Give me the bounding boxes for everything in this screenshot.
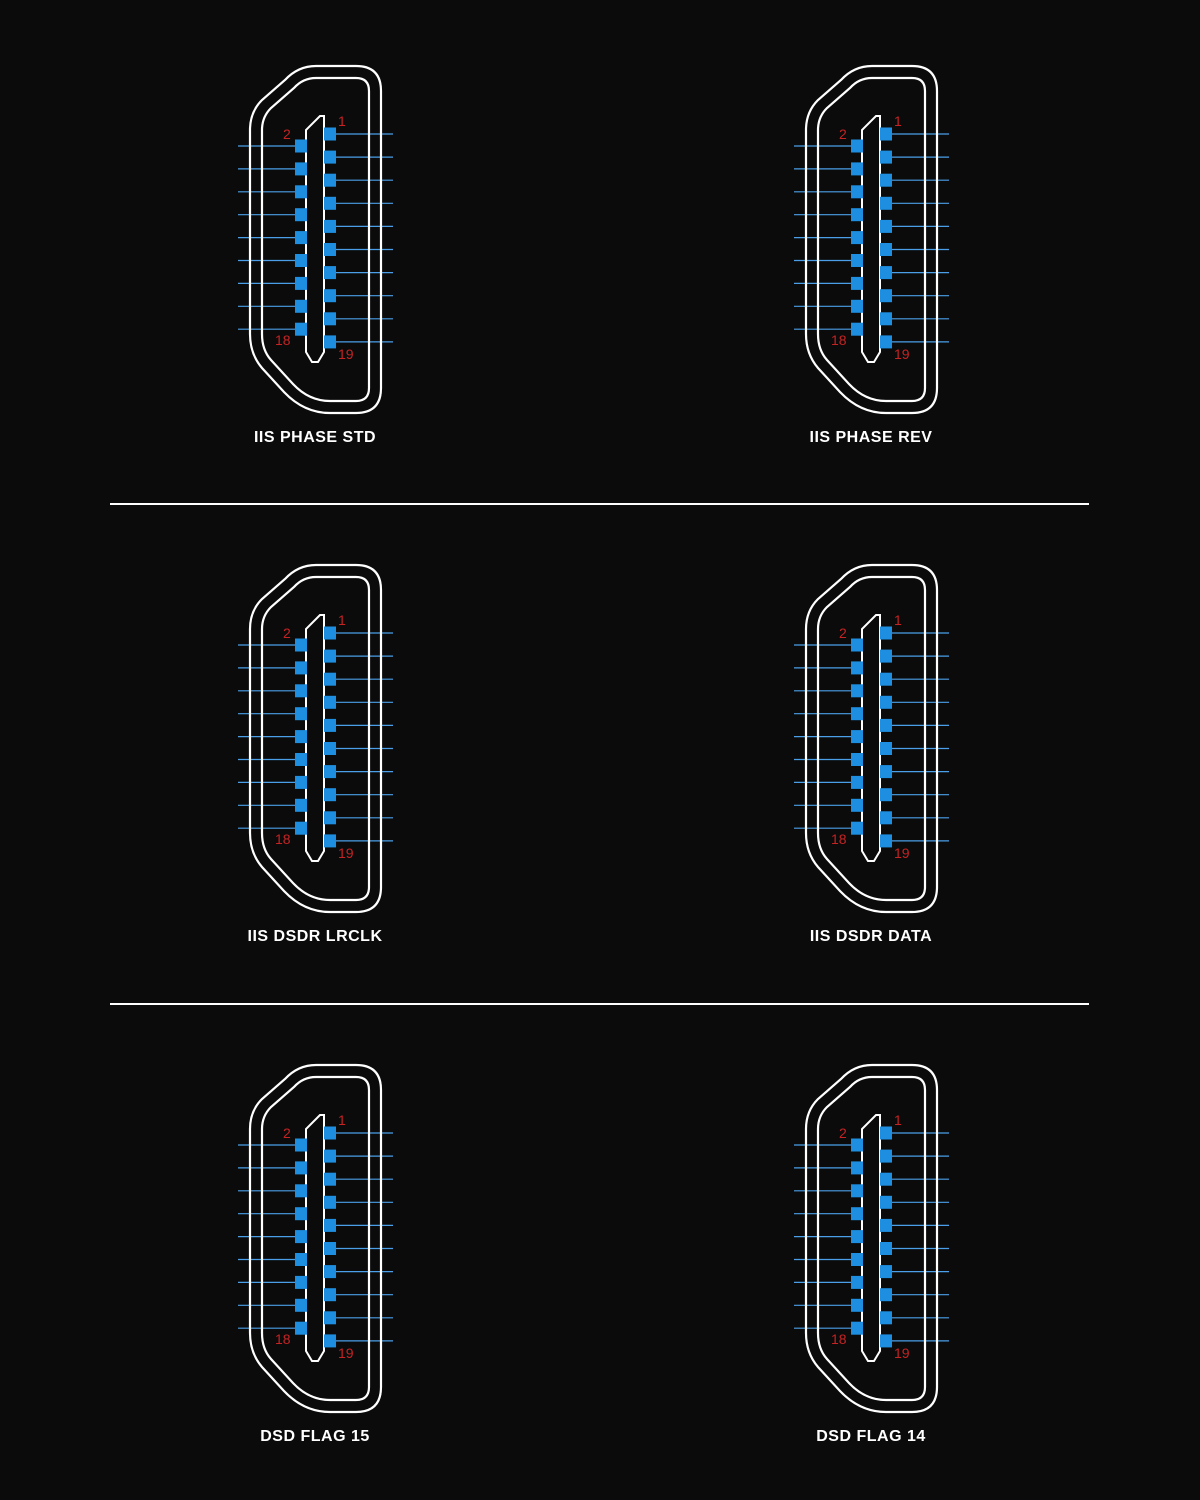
pin-odd [880,696,892,709]
pin-number-1: 1 [338,612,346,628]
pin-odd [324,1127,336,1140]
pin-odd [880,312,892,325]
pin-even [851,300,863,313]
pin-odd [880,811,892,824]
pin-even [851,1161,863,1174]
pin-even [295,661,307,674]
pin-odd [324,765,336,778]
pin-odd [880,650,892,663]
pin-even [851,753,863,766]
pin-number-19: 19 [338,845,354,861]
pin-even [295,730,307,743]
pin-number-2: 2 [283,1125,291,1141]
pin-number-19: 19 [338,346,354,362]
pin-odd [324,673,336,686]
pin-even [851,208,863,221]
pin-number-1: 1 [894,612,902,628]
pin-odd [324,266,336,279]
pin-odd [880,1311,892,1324]
pin-even [295,277,307,290]
pin-even [851,277,863,290]
pin-odd [880,1288,892,1301]
pin-even [295,1322,307,1335]
pin-odd [324,1219,336,1232]
pin-odd [324,335,336,348]
pin-odd [880,627,892,640]
pin-even [295,639,307,652]
pin-even [851,231,863,244]
pin-even [851,1207,863,1220]
pin-even [851,684,863,697]
pin-odd [880,1196,892,1209]
pin-number-19: 19 [894,845,910,861]
pin-odd [880,765,892,778]
pin-number-2: 2 [283,126,291,142]
pin-even [851,1322,863,1335]
pin-odd [324,811,336,824]
pin-number-2: 2 [839,1125,847,1141]
pin-odd [324,834,336,847]
pin-odd [880,243,892,256]
pin-odd [880,719,892,732]
pin-number-1: 1 [894,113,902,129]
pin-odd [324,220,336,233]
pin-odd [324,128,336,141]
pin-even [851,1253,863,1266]
pin-odd [324,650,336,663]
pin-odd [880,1242,892,1255]
pin-even [295,707,307,720]
pin-odd [324,312,336,325]
pin-odd [324,1265,336,1278]
pin-even [295,300,307,313]
pin-odd [880,742,892,755]
pin-number-19: 19 [894,1345,910,1361]
pin-number-18: 18 [275,1331,291,1347]
pin-even [851,799,863,812]
pin-even [295,1299,307,1312]
pin-odd [880,289,892,302]
pin-even [295,799,307,812]
pin-even [295,1207,307,1220]
pin-number-18: 18 [831,1331,847,1347]
pin-even [295,822,307,835]
pin-odd [324,243,336,256]
pin-even [851,162,863,175]
pin-number-1: 1 [338,113,346,129]
pin-even [295,684,307,697]
pin-odd [324,1334,336,1347]
pin-even [851,323,863,336]
pin-even [851,1230,863,1243]
pin-even [295,1139,307,1152]
pin-even [295,776,307,789]
pin-odd [324,151,336,164]
pin-odd [324,1242,336,1255]
pin-number-2: 2 [839,126,847,142]
pin-number-19: 19 [894,346,910,362]
pin-even [851,1276,863,1289]
pin-odd [324,1311,336,1324]
pin-odd [880,1150,892,1163]
pin-odd [324,1173,336,1186]
pin-even [295,208,307,221]
pin-even [851,1184,863,1197]
pin-odd [324,742,336,755]
connector-title: IIS DSDR DATA [809,928,933,945]
pin-number-18: 18 [275,332,291,348]
pin-number-2: 2 [839,625,847,641]
pin-odd [880,128,892,141]
pin-odd [880,1219,892,1232]
pin-even [851,707,863,720]
pin-odd [880,1265,892,1278]
pin-odd [324,627,336,640]
connector-title: IIS PHASE REV [809,429,933,446]
pin-even [295,323,307,336]
pin-odd [324,696,336,709]
connector-title: IIS PHASE STD [253,429,377,446]
pin-odd [324,197,336,210]
pin-odd [880,1334,892,1347]
pin-odd [324,174,336,187]
connector-title: DSD FLAG 15 [260,1428,370,1445]
pin-even [295,162,307,175]
pin-even [851,776,863,789]
pin-number-1: 1 [894,1112,902,1128]
connector-title: IIS DSDR LRCLK [247,928,383,945]
pin-even [295,1230,307,1243]
pin-even [295,1276,307,1289]
pin-number-1: 1 [338,1112,346,1128]
pin-even [295,1253,307,1266]
pin-even [295,231,307,244]
pin-odd [324,1150,336,1163]
connector-title: DSD FLAG 14 [816,1428,926,1445]
pin-number-18: 18 [831,332,847,348]
pin-odd [324,1196,336,1209]
pin-number-19: 19 [338,1345,354,1361]
pin-even [851,1139,863,1152]
pin-even [851,185,863,198]
pin-odd [880,788,892,801]
pin-odd [880,266,892,279]
pin-even [295,254,307,267]
pin-even [851,1299,863,1312]
pin-odd [880,1127,892,1140]
pin-even [851,730,863,743]
pin-even [851,639,863,652]
pin-odd [880,174,892,187]
pin-odd [324,719,336,732]
pin-odd [880,197,892,210]
pin-odd [880,1173,892,1186]
pin-odd [880,673,892,686]
pin-even [295,140,307,153]
pin-even [295,753,307,766]
pin-even [851,822,863,835]
pin-even [851,140,863,153]
pin-number-18: 18 [275,831,291,847]
pin-number-18: 18 [831,831,847,847]
pin-even [295,1161,307,1174]
pin-even [295,1184,307,1197]
pin-odd [324,1288,336,1301]
pin-odd [324,289,336,302]
pin-odd [880,151,892,164]
pin-odd [880,834,892,847]
pin-odd [880,335,892,348]
pin-even [851,661,863,674]
pin-odd [324,788,336,801]
pin-even [295,185,307,198]
pin-even [851,254,863,267]
pin-odd [880,220,892,233]
pin-number-2: 2 [283,625,291,641]
